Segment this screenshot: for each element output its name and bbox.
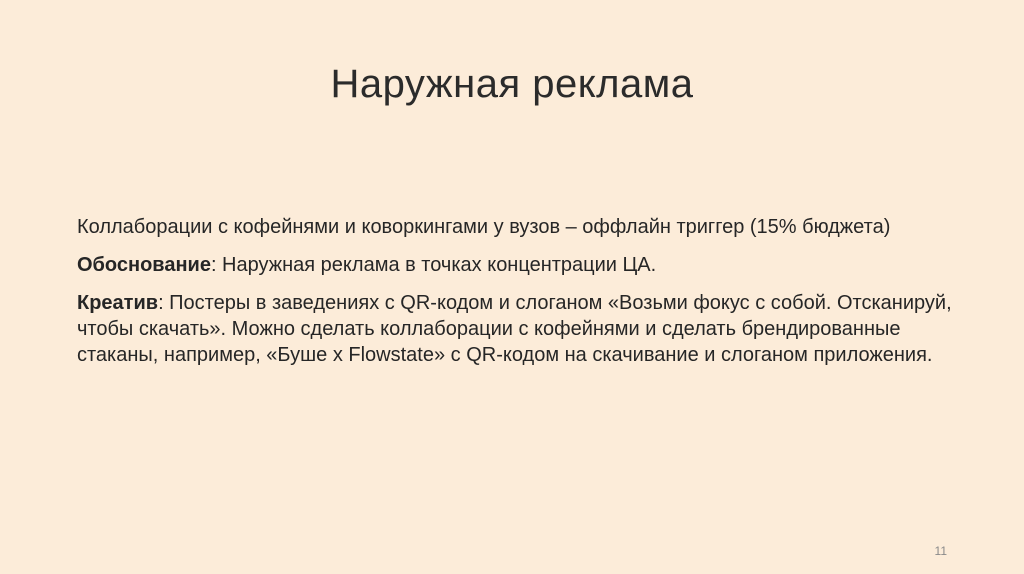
paragraph-collaborations <box>77 214 957 240</box>
slide-title: Наружная реклама <box>330 62 694 106</box>
paragraph-collaborations-text: Коллаборации с кофейнями и коворкингами у вузов – оффлайн триггер (15% бюджета) <box>77 216 891 238</box>
paragraph-justification <box>77 252 957 278</box>
justification-label: Обоснование <box>77 254 211 276</box>
slide-number: 11 <box>934 544 947 558</box>
creative-separator: : <box>158 292 164 314</box>
paragraph-creative <box>77 290 957 368</box>
slide-body <box>77 214 957 380</box>
justification-separator: : <box>210 254 217 276</box>
creative-label: Креатив <box>77 292 159 314</box>
justification-text: Наружная реклама в точках концентрации ЦА. <box>216 254 657 276</box>
creative-text: Постеры в заведениях с QR-кодом и слоганом «Возьми фокус с собой. Отсканируй, чтобы скачать». Можно сделать коллаборации с кофейнями и сделать брендированные стаканы, например, «Буше x Flowstate» с QR-кодом на скачивание и слоганом приложения. <box>77 292 952 366</box>
